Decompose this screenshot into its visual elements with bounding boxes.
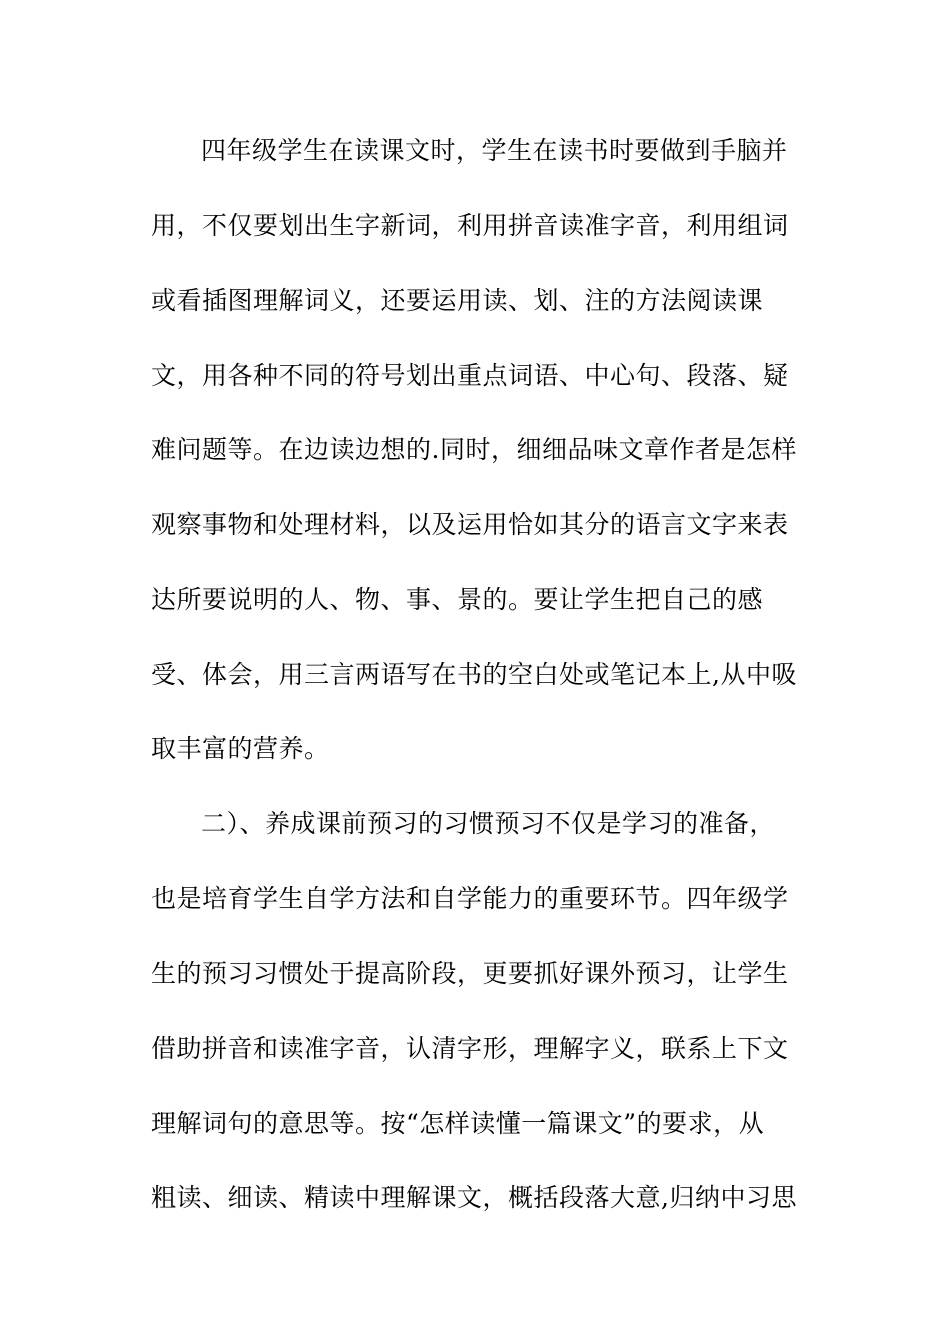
paragraph-line: 难问题等。在边读边想的.同时，细细品味文章作者是怎样 (151, 435, 797, 464)
paragraph-line: 或看插图理解词义，还要运用读、划、注的方法阅读课 (151, 286, 764, 315)
paragraph-line: 取丰富的营养。 (151, 734, 330, 763)
paragraph-line: 粗读、细读、精读中理解课文，概括段落大意,归纳中习思 (151, 1183, 797, 1212)
paragraph-line: 四年级学生在读课文时，学生在读书时要做到手脑并 (201, 136, 788, 165)
paragraph-line: 达所要说明的人、物、事、景的。要让学生把自己的感 (151, 585, 764, 614)
paragraph-line: 观察事物和处理材料，以及运用恰如其分的语言文字来表 (151, 510, 789, 539)
paragraph-line: 受、体会，用三言两语写在书的空白处或笔记本上,从中吸 (151, 660, 797, 689)
paragraph-line: 理解词句的意思等。按“怎样读懂一篇课文”的要求，从 (151, 1109, 765, 1138)
paragraph-line: 用，不仅要划出生字新词，利用拼音读准字音，利用组词 (151, 211, 789, 240)
paragraph-line: 借助拼音和读准字音，认清字形，理解字义，联系上下文 (151, 1034, 789, 1063)
paragraph-line: 二）、养成课前预习的习惯预习不仅是学习的准备， (201, 809, 776, 838)
paragraph-line: 文，用各种不同的符号划出重点词语、中心句、段落、疑 (151, 361, 789, 390)
paragraph-line: 生的预习习惯处于提高阶段，更要抓好课外预习，让学生 (151, 959, 789, 988)
paragraph-line: 也是培育学生自学方法和自学能力的重要环节。四年级学 (151, 884, 789, 913)
